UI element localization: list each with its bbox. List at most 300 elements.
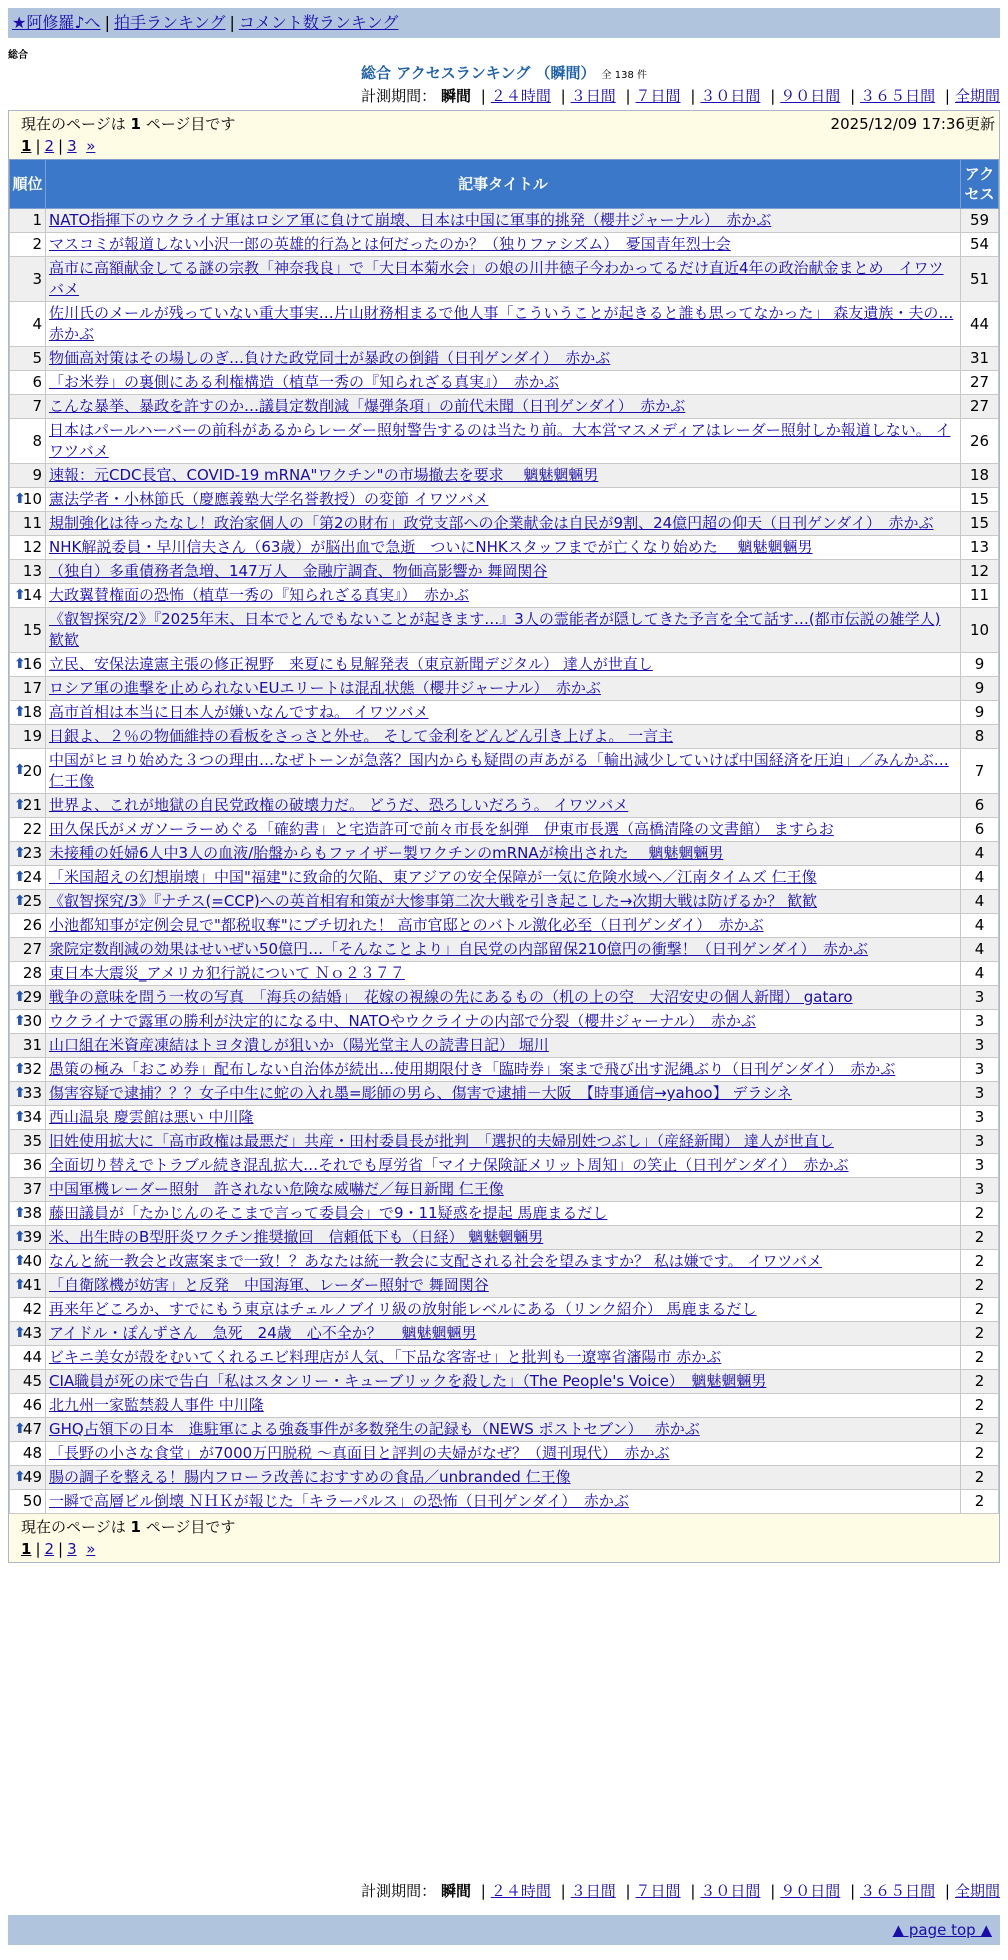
- rank-cell: [10, 1010, 46, 1034]
- article-title-link[interactable]: 高市首相は本当に日本人が嫌いなんですね。 イワツバメ: [49, 703, 429, 721]
- period-selector-top: 計測期間： 瞬間 | ２４時間 | ３日間 | ７日間 | ３０日間 | ９０日間 | ３６５日間 | 全期間: [361, 87, 1000, 105]
- access-count: 7: [961, 749, 999, 794]
- page-1-link[interactable]: 1: [21, 1540, 32, 1558]
- article-title-link[interactable]: 傷害容疑で逮捕？？？女子中生に蛇の入れ墨=彫師の男ら、傷害で逮捕－大阪 【時事通信→yahoo】 デラシネ: [49, 1084, 792, 1102]
- page-top-link[interactable]: ▲ page top ▲: [892, 1921, 992, 1939]
- title-cell: [46, 1082, 961, 1106]
- rank-cell: [10, 1034, 46, 1058]
- access-count: 9: [961, 677, 999, 701]
- title-cell: [46, 1418, 961, 1442]
- updated-timestamp: 2025/12/09 17:36更新: [830, 115, 995, 133]
- rank-number: 29: [22, 988, 42, 1006]
- rank-number: 3: [32, 269, 42, 288]
- table-row: [10, 233, 999, 257]
- article-title-link[interactable]: 戦争の意味を問う一枚の写真 「海兵の結婚」 花嫁の視線の先にあるもの（机の上の空 大沼安史の個人新聞） gataro: [49, 988, 853, 1006]
- section-tag: 総合: [8, 50, 28, 61]
- period-30d-link[interactable]: ３０日間: [700, 87, 761, 105]
- rank-cell: [10, 1130, 46, 1154]
- period-90d-link[interactable]: ９０日間: [780, 87, 841, 105]
- access-count: 4: [961, 842, 999, 866]
- page-3-link[interactable]: 3: [67, 1540, 77, 1558]
- rank-cell: [10, 701, 46, 725]
- rank-up-arrow-icon: ⬆: [14, 988, 26, 1005]
- title-cell: [46, 488, 961, 512]
- article-title-link[interactable]: 中国がヒヨり始めた３つの理由…なぜトーンが急落？国内からも疑問の声あがる「輸出減少していけば中国経済を圧迫」／みんかぶ… 仁王像: [49, 751, 949, 790]
- rank-number: 38: [22, 1204, 42, 1222]
- page-status-prefix: 現在のページは: [21, 115, 126, 133]
- rank-number: 15: [22, 620, 42, 639]
- access-count: 2: [961, 1346, 999, 1370]
- access-count: 2: [961, 1490, 999, 1514]
- total-count: 全 138 件: [601, 70, 647, 81]
- period-7d-link[interactable]: ７日間: [635, 87, 681, 105]
- article-title-link[interactable]: 旧姓使用拡大に「高市政権は最悪だ」共産・田村委員長が批判 「選択的夫婦別姓つぶし」（産経新聞） 達人が世直し: [49, 1132, 834, 1150]
- rank-up-arrow-icon: ⬆: [14, 796, 26, 813]
- article-title-link[interactable]: アイドル・ぽんずさん 急死 24歳 心不全か？ 魑魅魍魎男: [49, 1324, 477, 1342]
- period-current: 瞬間: [440, 1882, 471, 1900]
- rank-number: 28: [22, 964, 42, 982]
- article-title-link[interactable]: 「自衛隊機が妨害」と反発 中国海軍、レーダー照射で 舞岡関谷: [49, 1276, 489, 1294]
- title-cell: [46, 1370, 961, 1394]
- next-page-link[interactable]: »: [86, 1540, 96, 1558]
- table-row: [10, 584, 999, 608]
- rank-number: 12: [22, 538, 42, 556]
- rank-number: 50: [22, 1492, 42, 1510]
- table-row: [10, 536, 999, 560]
- article-title-link[interactable]: なんと統一教会と改憲案まで一致！？あなたは統一教会に支配される社会を望みますか？ 私は嫌です。 イワツバメ: [49, 1252, 823, 1270]
- rank-number: 30: [22, 1012, 42, 1030]
- rank-number: 10: [22, 490, 42, 508]
- table-row: [10, 1274, 999, 1298]
- period-365d-link[interactable]: ３６５日間: [860, 87, 936, 105]
- article-title-link[interactable]: 佐川氏のメールが残っていない重大事実…片山財務相まるで他人事「こういうことが起きると誰も思ってなかった」 森友遺族・夫の… 赤かぶ: [49, 304, 954, 343]
- page-2-link[interactable]: 2: [44, 137, 55, 155]
- article-title-link[interactable]: 高市に高額献金してる謎の宗教「神奈我良」で「大日本菊水会」の娘の川井徳子今わかってるだけ直近4年の政治献金まとめ イワツバメ: [49, 259, 944, 298]
- table-row: [10, 1082, 999, 1106]
- table-row: [10, 866, 999, 890]
- access-count: 51: [961, 257, 999, 302]
- access-count: 4: [961, 914, 999, 938]
- article-title-link[interactable]: 北九州一家監禁殺人事件 中川隆: [49, 1396, 264, 1414]
- access-count: 2: [961, 1226, 999, 1250]
- title-cell: [46, 1178, 961, 1202]
- period-90d-link[interactable]: ９０日間: [780, 1882, 841, 1900]
- rank-cell: [10, 512, 46, 536]
- access-count: 4: [961, 938, 999, 962]
- rank-cell: [10, 488, 46, 512]
- rank-number: 49: [22, 1468, 42, 1486]
- rank-cell: [10, 1202, 46, 1226]
- top-navigation: [8, 8, 1000, 38]
- title-cell: [46, 371, 961, 395]
- rank-cell: [10, 866, 46, 890]
- nav-separator: |: [229, 13, 235, 32]
- title-cell: [46, 1274, 961, 1298]
- rank-cell: [10, 842, 46, 866]
- access-count: 3: [961, 1178, 999, 1202]
- period-365d-link[interactable]: ３６５日間: [860, 1882, 936, 1900]
- title-cell: [46, 1130, 961, 1154]
- rank-cell: [10, 962, 46, 986]
- access-count: 59: [961, 209, 999, 233]
- table-row: [10, 1298, 999, 1322]
- rank-cell: [10, 1250, 46, 1274]
- article-title-link[interactable]: 未接種の妊婦6人中3人の血液/胎盤からもファイザー製ワクチンのmRNAが検出された 魑魅魍魎男: [49, 844, 724, 862]
- page-title-text: 総合 アクセスランキング （瞬間）: [361, 64, 596, 82]
- title-cell: [46, 962, 961, 986]
- table-row: [10, 1130, 999, 1154]
- rank-up-arrow-icon: ⬆: [14, 586, 26, 603]
- rank-cell: [10, 1178, 46, 1202]
- article-title-link[interactable]: 「長野の小さな食堂」が7000万円脱税 ～真面目と評判の夫婦がなぜ？（週刊現代） 赤かぶ: [49, 1444, 670, 1462]
- ranking-table: [9, 159, 999, 1514]
- article-title-link[interactable]: GHQ占領下の日本 進駐軍による強姦事件が多数発生の記録も（NEWS ポストセブン） 赤かぶ: [49, 1420, 700, 1438]
- article-title-link[interactable]: 中国軍機レーダー照射 許されない危険な威嚇だ／毎日新聞 仁王像: [49, 1180, 504, 1198]
- rank-cell: [10, 371, 46, 395]
- access-count: 27: [961, 371, 999, 395]
- rank-number: 39: [22, 1228, 42, 1246]
- rank-up-arrow-icon: ⬆: [14, 1228, 26, 1245]
- table-header-row: [10, 160, 999, 209]
- table-row: [10, 1202, 999, 1226]
- rank-number: 18: [22, 703, 42, 721]
- article-title-link[interactable]: 西山温泉 慶雲館は悪い 中川隆: [49, 1108, 254, 1126]
- article-title-link[interactable]: 世界よ、これが地獄の自民党政権の破壊力だ。 どうだ、恐ろしいだろう。 イワツバメ: [49, 796, 629, 814]
- rank-cell: [10, 1370, 46, 1394]
- applause-ranking-link[interactable]: 拍手ランキング: [113, 13, 226, 32]
- article-title-link[interactable]: 速報：元CDC長官、COVID-19 mRNA"ワクチン"の市場撤去を要求 魑魅魍魎男: [49, 466, 599, 484]
- rank-number: 22: [22, 820, 42, 838]
- period-label: 計測期間：: [361, 87, 437, 105]
- title-cell: [46, 1010, 961, 1034]
- period-3d-link[interactable]: ３日間: [570, 87, 616, 105]
- rank-cell: [10, 1298, 46, 1322]
- title-cell: [46, 1226, 961, 1250]
- article-title-link[interactable]: 「お米券」の裏側にある利権構造（植草一秀の『知られざる真実』） 赤かぶ: [49, 373, 560, 391]
- home-link[interactable]: ★阿修羅♪へ: [12, 13, 101, 32]
- rank-up-arrow-icon: ⬆: [14, 655, 26, 672]
- rank-up-arrow-icon: ⬆: [14, 1276, 26, 1293]
- page-3-link[interactable]: 3: [67, 137, 77, 155]
- title-cell: [46, 866, 961, 890]
- header-access: アクセス: [961, 160, 999, 209]
- title-cell: [46, 1298, 961, 1322]
- table-row: [10, 347, 999, 371]
- rank-number: 8: [32, 431, 42, 450]
- title-cell: [46, 1394, 961, 1418]
- rank-up-arrow-icon: ⬆: [14, 1324, 26, 1341]
- rank-number: 42: [22, 1300, 42, 1318]
- rank-number: 31: [22, 1036, 42, 1054]
- article-title-link[interactable]: 《叡智探究/3》『ナチス(=CCP)への英首相宥和策が大惨事第二次大戦を引き起こした→次期大戦は防げるか？ 歓歓: [49, 892, 818, 910]
- title-cell: [46, 938, 961, 962]
- rank-cell: [10, 1490, 46, 1514]
- period-24h-link[interactable]: ２４時間: [490, 87, 551, 105]
- rank-cell: [10, 653, 46, 677]
- title-cell: [46, 1346, 961, 1370]
- pager-bottom: [9, 1514, 999, 1562]
- article-title-link[interactable]: CIA職員が死の床で告白「私はスタンリー・キューブリックを殺した」（The People's Voice） 魑魅魍魎男: [49, 1372, 767, 1390]
- access-count: 15: [961, 512, 999, 536]
- article-title-link[interactable]: 山口組在米資産凍結はトヨタ潰しが狙いか（陽光堂主人の読書日記） 堀川: [49, 1036, 549, 1054]
- access-count: 3: [961, 1082, 999, 1106]
- title-cell: [46, 257, 961, 302]
- title-cell: [46, 347, 961, 371]
- access-count: 2: [961, 1466, 999, 1490]
- table-row: [10, 1250, 999, 1274]
- table-row: [10, 818, 999, 842]
- table-row: [10, 1370, 999, 1394]
- article-title-link[interactable]: 一瞬で高層ビル倒壊 ＮＨＫが報じた「キラーパルス」の恐怖（日刊ゲンダイ） 赤かぶ: [49, 1492, 629, 1510]
- rank-number: 35: [22, 1132, 42, 1150]
- access-count: 12: [961, 560, 999, 584]
- table-row: [10, 986, 999, 1010]
- rank-number: 4: [32, 314, 42, 333]
- page-2-link[interactable]: 2: [44, 1540, 55, 1558]
- rank-up-arrow-icon: ⬆: [14, 844, 26, 861]
- rank-cell: [10, 560, 46, 584]
- article-title-link[interactable]: 腸の調子を整える！腸内フローラ改善におすすめの食品／unbranded 仁王像: [49, 1468, 571, 1486]
- title-cell: [46, 749, 961, 794]
- article-title-link[interactable]: 規制強化は待ったなし！政治家個人の「第2の財布」政党支部への企業献金は自民が9割、24億円超の仰天（日刊ゲンダイ） 赤かぶ: [49, 514, 934, 532]
- access-count: 3: [961, 1106, 999, 1130]
- rank-cell: [10, 1394, 46, 1418]
- access-count: 54: [961, 233, 999, 257]
- rank-up-arrow-icon: ⬆: [14, 490, 26, 507]
- page-title: [0, 62, 1008, 83]
- rank-cell: [10, 1418, 46, 1442]
- rank-cell: [10, 818, 46, 842]
- period-7d-link[interactable]: ７日間: [635, 1882, 681, 1900]
- article-title-link[interactable]: （独自）多重債務者急増、147万人 金融庁調査、物価高影響か 舞岡関谷: [49, 562, 548, 580]
- rank-number: 43: [22, 1324, 42, 1342]
- rank-cell: [10, 1466, 46, 1490]
- table-row: [10, 1490, 999, 1514]
- article-title-link[interactable]: 再来年どころか、すでにもう東京はチェルノブイリ級の放射能レベルにある（リンク紹介） 馬鹿まるだし: [49, 1300, 757, 1318]
- access-count: 13: [961, 536, 999, 560]
- article-title-link[interactable]: ウクライナで露軍の勝利が決定的になる中、NATOやウクライナの内部で分裂（櫻井ジャーナル） 赤かぶ: [49, 1012, 756, 1030]
- access-count: 2: [961, 1274, 999, 1298]
- table-row: [10, 725, 999, 749]
- access-count: 3: [961, 1010, 999, 1034]
- title-cell: [46, 302, 961, 347]
- period-3d-link[interactable]: ３日間: [570, 1882, 616, 1900]
- period-all-link[interactable]: 全期間: [954, 87, 1000, 105]
- header-title: 記事タイトル: [46, 160, 961, 209]
- article-title-link[interactable]: 大政翼賛権面の恐怖（植草一秀の『知られざる真実』） 赤かぶ: [49, 586, 470, 604]
- article-title-link[interactable]: 物価高対策はその場しのぎ…負けた政党同士が暴政の倒錯（日刊ゲンダイ） 赤かぶ: [49, 349, 611, 367]
- access-count: 18: [961, 464, 999, 488]
- rank-cell: [10, 419, 46, 464]
- pagination-bottom: 1 | 2 | 3 »: [21, 1540, 96, 1558]
- article-title-link[interactable]: こんな暴挙、暴政を許すのか…議員定数削減「爆弾条項」の前代未聞（日刊ゲンダイ） 赤かぶ: [49, 397, 686, 415]
- comment-ranking-link[interactable]: コメント数ランキング: [238, 13, 399, 32]
- table-row: [10, 209, 999, 233]
- article-title-link[interactable]: ビキニ美女が殻をむいてくれるエビ料理店が人気、「下品な客寄せ」と批判も一遼寧省瀋陽市 赤かぶ: [49, 1348, 722, 1366]
- access-count: 3: [961, 1034, 999, 1058]
- rank-number: 16: [22, 655, 42, 673]
- period-all-link[interactable]: 全期間: [954, 1882, 1000, 1900]
- table-row: [10, 1226, 999, 1250]
- article-title-link[interactable]: 日本はパールハーバーの前科があるからレーダー照射警告するのは当たり前。大本営マスメディアはレーダー照射しか報道しない。 イワツバメ: [49, 421, 951, 460]
- title-cell: [46, 1442, 961, 1466]
- period-24h-link[interactable]: ２４時間: [490, 1882, 551, 1900]
- table-row: [10, 395, 999, 419]
- access-count: 4: [961, 866, 999, 890]
- article-title-link[interactable]: 立民、安保法違憲主張の修正視野 来夏にも見解発表（東京新聞デジタル） 達人が世直し: [49, 655, 653, 673]
- title-cell: [46, 914, 961, 938]
- title-cell: [46, 1490, 961, 1514]
- page-status-number: 1: [130, 115, 141, 133]
- title-cell: [46, 209, 961, 233]
- rank-up-arrow-icon: ⬆: [14, 1084, 26, 1101]
- title-cell: [46, 986, 961, 1010]
- next-page-link[interactable]: »: [86, 137, 96, 155]
- article-title-link[interactable]: マスコミが報道しない小沢一郎の英雄的行為とは何だったのか？（独りファシズム） 憂国青年烈士会: [49, 235, 731, 253]
- rank-number: 33: [22, 1084, 42, 1102]
- article-title-link[interactable]: 「米国超えの幻想崩壊」中国"福建"に致命的欠陥、東アジアの安全保障が一気に危険水域へ／江南タイムズ 仁王像: [49, 868, 817, 886]
- title-cell: [46, 890, 961, 914]
- title-cell: [46, 560, 961, 584]
- page-status-suffix: ページ目です: [145, 1518, 236, 1536]
- article-title-link[interactable]: NHK解説委員・早川信夫さん（63歳）が脳出血で急逝 ついにNHKスタッフまでが亡くなり始めた 魑魅魍魎男: [49, 538, 813, 556]
- rank-up-arrow-icon: ⬆: [14, 1012, 26, 1029]
- access-count: 2: [961, 1370, 999, 1394]
- article-title-link[interactable]: 小池都知事が定例会見で"都税収奪"にブチ切れた！ 高市官邸とのバトル激化必至（日刊ゲンダイ） 赤かぶ: [49, 916, 764, 934]
- rank-number: 48: [22, 1444, 42, 1462]
- table-row: [10, 1346, 999, 1370]
- page-status: [21, 1516, 987, 1538]
- article-title-link[interactable]: NATO指揮下のウクライナ軍はロシア軍に負けて崩壊、日本は中国に軍事的挑発（櫻井ジャーナル） 赤かぶ: [49, 211, 772, 229]
- access-count: 2: [961, 1442, 999, 1466]
- rank-number: 20: [22, 761, 42, 780]
- title-cell: [46, 653, 961, 677]
- rank-cell: [10, 986, 46, 1010]
- access-count: 31: [961, 347, 999, 371]
- rank-up-arrow-icon: ⬆: [14, 892, 26, 909]
- table-row: [10, 302, 999, 347]
- rank-number: 41: [22, 1276, 42, 1294]
- article-title-link[interactable]: ロシア軍の進撃を止められないEUエリートは混乱状態（櫻井ジャーナル） 赤かぶ: [49, 679, 601, 697]
- rank-cell: [10, 464, 46, 488]
- table-row: [10, 464, 999, 488]
- rank-up-arrow-icon: ⬆: [14, 1204, 26, 1221]
- period-30d-link[interactable]: ３０日間: [700, 1882, 761, 1900]
- title-cell: [46, 1106, 961, 1130]
- rank-number: 7: [32, 397, 42, 415]
- article-title-link[interactable]: 《叡智探究/2》『2025年末、日本でとんでもないことが起きます…』3人の霊能者が隠してきた予言を全て話す…(都市伝説の雑学人) 歓歓: [49, 610, 941, 649]
- page-1-link[interactable]: 1: [21, 137, 32, 155]
- article-title-link[interactable]: 衆院定数削減の効果はせいぜい50億円…「そんなことより」自民党の内部留保210億円の衝撃！（日刊ゲンダイ） 赤かぶ: [49, 940, 869, 958]
- rank-cell: [10, 1322, 46, 1346]
- table-row: [10, 1154, 999, 1178]
- table-row: [10, 653, 999, 677]
- article-title-link[interactable]: 憲法学者・小林節氏（慶應義塾大学名誉教授）の変節 イワツバメ: [49, 490, 489, 508]
- title-cell: [46, 1202, 961, 1226]
- rank-number: 1: [32, 211, 42, 229]
- article-title-link[interactable]: 愚策の極み「おこめ券」配布しない自治体が続出…使用期限付き「臨時券」案まで飛び出す泥縄ぶり（日刊ゲンダイ） 赤かぶ: [49, 1060, 896, 1078]
- rank-number: 13: [22, 562, 42, 580]
- table-row: [10, 1322, 999, 1346]
- title-cell: [46, 608, 961, 653]
- table-row: [10, 749, 999, 794]
- rank-cell: [10, 725, 46, 749]
- table-row: [10, 938, 999, 962]
- rank-number: 24: [22, 868, 42, 886]
- title-cell: [46, 512, 961, 536]
- title-cell: [46, 419, 961, 464]
- rank-number: 17: [22, 679, 42, 697]
- table-row: [10, 1394, 999, 1418]
- table-row: [10, 1010, 999, 1034]
- period-label: 計測期間：: [361, 1882, 437, 1900]
- access-count: 8: [961, 725, 999, 749]
- rank-number: 44: [22, 1348, 42, 1366]
- access-count: 2: [961, 1250, 999, 1274]
- article-title-link[interactable]: 全面切り替えでトラブル続き混乱拡大…それでも厚労省「マイナ保険証メリット周知」の笑止（日刊ゲンダイ） 赤かぶ: [49, 1156, 849, 1174]
- table-row: [10, 842, 999, 866]
- article-title-link[interactable]: 東日本大震災_アメリカ犯行説について Ｎｏ２３７７: [49, 964, 405, 982]
- rank-number: 32: [22, 1060, 42, 1078]
- pager-top: [9, 111, 999, 159]
- table-row: [10, 1466, 999, 1490]
- table-row: [10, 371, 999, 395]
- table-row: [10, 794, 999, 818]
- table-row: [10, 488, 999, 512]
- access-count: 6: [961, 818, 999, 842]
- title-cell: [46, 794, 961, 818]
- rank-number: 6: [32, 373, 42, 391]
- title-cell: [46, 233, 961, 257]
- title-cell: [46, 1250, 961, 1274]
- rank-up-arrow-icon: ⬆: [14, 868, 26, 885]
- access-count: 2: [961, 1418, 999, 1442]
- article-title-link[interactable]: 日銀よ、２％の物価維持の看板をさっさと外せ。 そして金利をどんどん引き上げよ。 一言主: [49, 727, 674, 745]
- rank-number: 9: [32, 466, 42, 484]
- access-count: 9: [961, 701, 999, 725]
- rank-cell: [10, 1106, 46, 1130]
- access-count: 9: [961, 653, 999, 677]
- rank-number: 14: [22, 586, 42, 604]
- rank-cell: [10, 890, 46, 914]
- table-row: [10, 1442, 999, 1466]
- rank-number: 5: [32, 349, 42, 367]
- rank-number: 34: [22, 1108, 42, 1126]
- rank-cell: [10, 302, 46, 347]
- article-title-link[interactable]: 米、出生時のB型肝炎ワクチン推奨撤回 信頼低下も（日経） 魑魅魍魎男: [49, 1228, 544, 1246]
- nav-separator: |: [104, 13, 110, 32]
- access-count: 3: [961, 1154, 999, 1178]
- table-row: [10, 1106, 999, 1130]
- page-status-prefix: 現在のページは: [21, 1518, 126, 1536]
- page-status-suffix: ページ目です: [145, 115, 236, 133]
- rank-number: 40: [22, 1252, 42, 1270]
- title-cell: [46, 1466, 961, 1490]
- table-row: [10, 257, 999, 302]
- access-count: 3: [961, 1130, 999, 1154]
- access-count: 2: [961, 1322, 999, 1346]
- table-row: [10, 1178, 999, 1202]
- access-count: 15: [961, 488, 999, 512]
- article-title-link[interactable]: 藤田議員が「たかじんのそこまで言って委員会」で9・11疑惑を提起 馬鹿まるだし: [49, 1204, 608, 1222]
- title-cell: [46, 701, 961, 725]
- title-cell: [46, 842, 961, 866]
- ranking-table-body: [10, 209, 999, 1514]
- table-row: [10, 1058, 999, 1082]
- table-row: [10, 419, 999, 464]
- article-title-link[interactable]: 田久保氏がメガソーラーめぐる「確約書」と宅造許可で前々市長を糾弾 伊東市長選（高橋清隆の文書館） ますらお: [49, 820, 834, 838]
- access-count: 6: [961, 794, 999, 818]
